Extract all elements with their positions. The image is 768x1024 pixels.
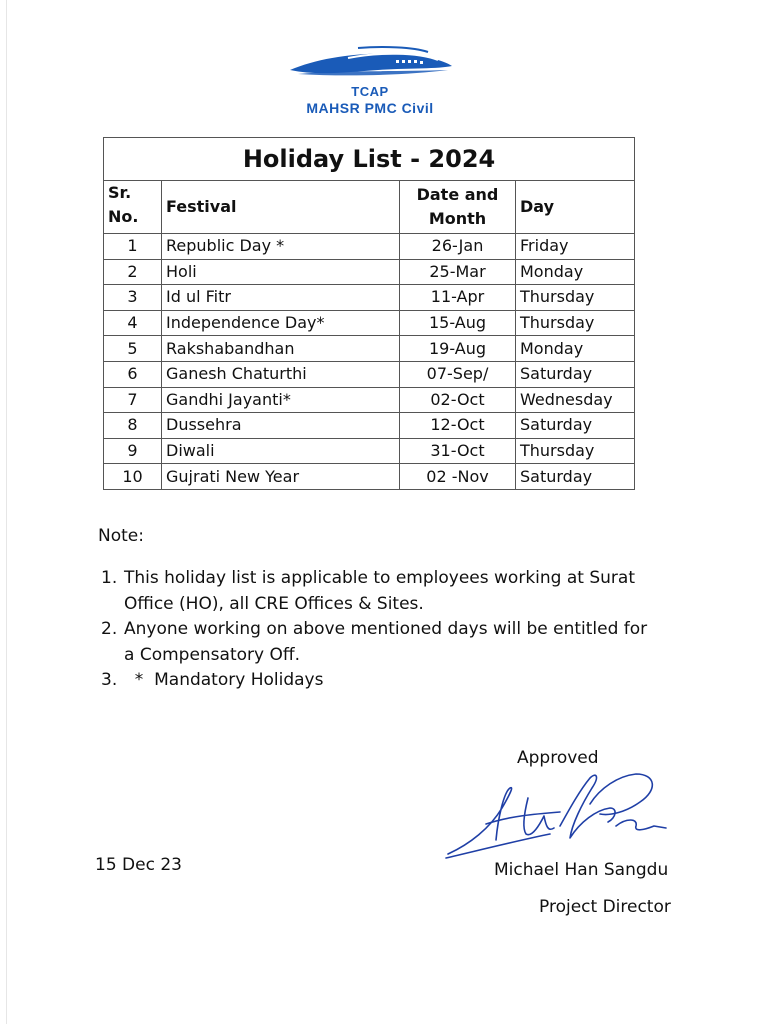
cell-date: 25-Mar [400,259,516,285]
cell-date: 26-Jan [400,234,516,260]
cell-day: Saturday [516,361,635,387]
page-edge [6,0,7,1024]
header-festival: Festival [162,181,400,234]
cell-date: 11-Apr [400,285,516,311]
table-row [104,336,635,362]
cell-day: Friday [516,234,635,260]
note-text: * Mandatory Holidays [124,670,324,690]
cell-festival: Id ul Fitr [162,285,400,311]
table-row [104,259,635,285]
note-number: 1. [101,568,118,588]
cell-date: 31-Oct [400,438,516,464]
cell-sr-no: 5 [104,336,162,362]
note-number: 3. [101,670,118,690]
handwritten-signature-icon [440,768,672,864]
cell-festival: Diwali [162,438,400,464]
cell-day: Thursday [516,285,635,311]
note-text: Anyone working on above mentioned days will be entitled for [124,619,648,639]
cell-festival: Dussehra [162,413,400,439]
cell-sr-no: 4 [104,310,162,336]
cell-day: Thursday [516,438,635,464]
cell-date: 02-Oct [400,387,516,413]
table-row [104,438,635,464]
table-title: Holiday List - 2024 [104,138,635,181]
cell-sr-no: 9 [104,438,162,464]
cell-festival: Republic Day * [162,234,400,260]
cell-festival: Independence Day* [162,310,400,336]
approved-label: Approved [517,748,599,768]
document-date: 15 Dec 23 [95,855,182,875]
note-number: 2. [101,619,118,639]
cell-sr-no: 8 [104,413,162,439]
header-date: Date and Month [400,181,516,234]
note-item [98,566,698,617]
table-row [104,234,635,260]
notes-list [98,566,698,694]
header-day: Day [516,181,635,234]
cell-sr-no: 3 [104,285,162,311]
table-row [104,464,635,490]
cell-day: Wednesday [516,387,635,413]
org-subtitle: MAHSR PMC Civil [306,100,434,116]
cell-sr-no: 1 [104,234,162,260]
cell-festival: Gandhi Jayanti* [162,387,400,413]
table-row [104,285,635,311]
table-row [104,413,635,439]
header-sr-no: Sr. No. [104,181,162,234]
cell-day: Thursday [516,310,635,336]
cell-day: Saturday [516,413,635,439]
cell-festival: Rakshabandhan [162,336,400,362]
signer-title: Project Director [539,897,671,917]
notes-title: Note: [98,526,144,546]
holiday-table [103,137,635,490]
table-row [104,361,635,387]
org-name: TCAP [351,84,389,99]
note-item [98,668,698,694]
note-text: Office (HO), all CRE Offices & Sites. [124,593,424,614]
cell-sr-no: 6 [104,361,162,387]
cell-sr-no: 10 [104,464,162,490]
cell-festival: Gujrati New Year [162,464,400,490]
table-row [104,387,635,413]
cell-festival: Ganesh Chaturthi [162,361,400,387]
cell-date: 15-Aug [400,310,516,336]
note-text: This holiday list is applicable to employees working at Surat [124,568,635,588]
cell-day: Monday [516,259,635,285]
cell-date: 12-Oct [400,413,516,439]
note-item [98,617,698,668]
table-row [104,310,635,336]
cell-date: 19-Aug [400,336,516,362]
bullet-train-logo-icon [288,44,454,84]
signer-name: Michael Han Sangdu [494,860,669,880]
cell-sr-no: 2 [104,259,162,285]
cell-date: 07-Sep/ [400,361,516,387]
table-header-row [104,181,635,234]
cell-sr-no: 7 [104,387,162,413]
note-text: a Compensatory Off. [124,644,300,665]
cell-festival: Holi [162,259,400,285]
cell-day: Saturday [516,464,635,490]
cell-date: 02 -Nov [400,464,516,490]
cell-day: Monday [516,336,635,362]
